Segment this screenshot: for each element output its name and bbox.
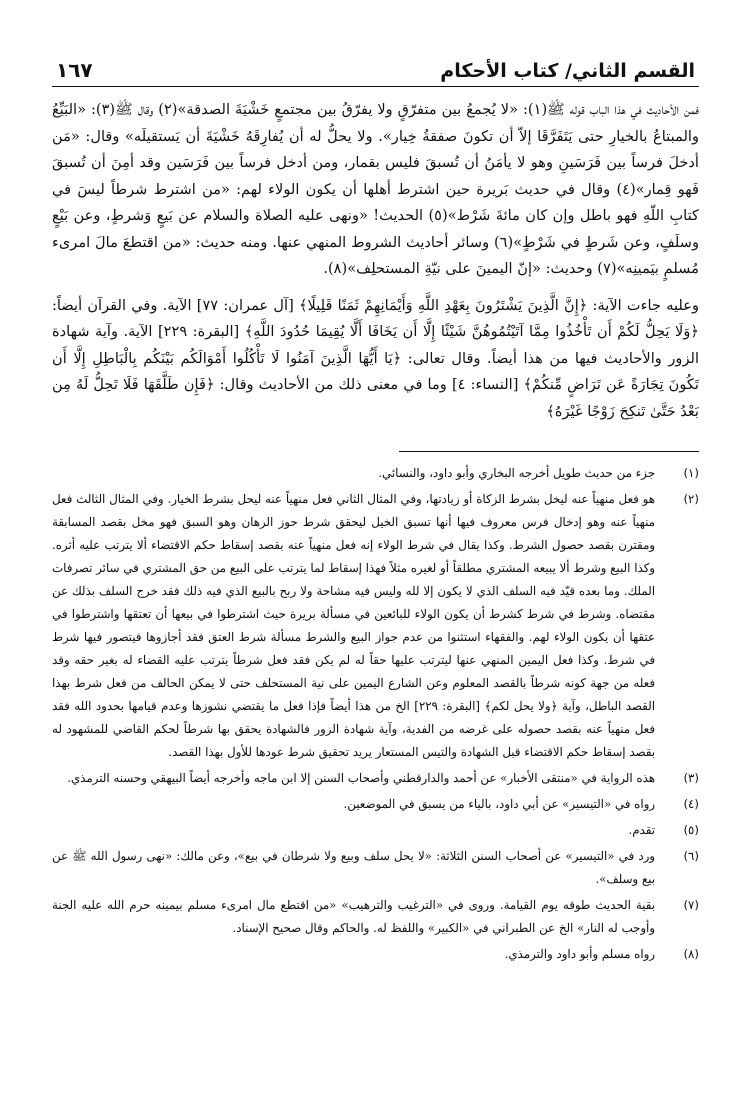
footnote	[52, 767, 699, 790]
footnote-text: رواه في «التيسير» عن أبي داود، بالياء من يسبق في الموضعين.	[343, 797, 655, 811]
footnote	[52, 943, 699, 966]
footnote	[52, 894, 699, 940]
main-text	[52, 97, 699, 425]
footnote-number: (٥)	[683, 823, 699, 837]
footnote	[52, 462, 699, 485]
footnote	[52, 488, 699, 764]
footnote	[52, 845, 699, 891]
footnote-number: (٤)	[683, 797, 699, 811]
page-number: ١٦٧	[56, 58, 93, 82]
footnote-number: (٨)	[683, 947, 699, 961]
footnotes	[52, 462, 699, 966]
footnote	[52, 793, 699, 816]
footnote-number: (١)	[683, 466, 699, 480]
footnote-separator	[399, 451, 699, 452]
chapter-title: القسم الثاني/ كتاب الأحكام	[440, 60, 695, 82]
body-paragraph: وعليه جاءت الآية: ﴿إِنَّ الَّذِينَ يَشْتَرُونَ بِعَهْدِ اللَّهِ وَأَيْمَانِهِمْ ثَمَنًا قَلِيلًا﴾ [آل عمران: ٧٧] الآية. وفي القرآن أيضاً: ﴿وَلَا يَحِلُّ لَكُمْ أَن تَأْخُذُوا مِمَّا آتَيْتُمُوهُنَّ شَيْئًا إِلَّا أَن يَخَافَا أَلَّا يُقِيمَا حُدُودَ اللَّهِ﴾ [البقرة: ٢٢٩] الآية. وآية شهادة الزور والأحاديث فيها من هذا أيضاً. وقال تعالى: ﴿يَا أَيُّهَا الَّذِينَ آمَنُوا لَا تَأْكُلُوا أَمْوَالَكُم بَيْنَكُم بِالْبَاطِلِ إِلَّا أَن تَكُونَ تِجَارَةً عَن تَرَاضٍ مِّنكُمْ﴾ [النساء: ٤] وما في معنى ذلك من الأحاديث وقال: ﴿فَإِن طَلَّقَهَا فَلَا تَحِلُّ لَهُ مِن بَعْدُ حَتَّىٰ تَنكِحَ زَوْجًا غَيْرَهُ﴾	[52, 296, 700, 420]
footnote-text: رواه مسلم وأبو داود والترمذي.	[504, 947, 655, 961]
footnote-text: هو فعل منهياً عنه ليخل بشرط الزكاة أو زيادتها، وفي المثال الثاني فعل منهياً عنه ليحل بشرط الخيار. وفي المثال الثالث فعل منهياً عنه وهو إدخال فرس معروف فيها أنها تسبق الخيل ليحقق شرط حوز الرهان وهو السبق فهو مخل بقصد المسابقة ومقترن بقصد حصول الشرط. وكذا يقال في شرط الولاء إنه فعل منهياً عنه بقصد إسقاط حكم الاقتضاء ألا يترتب عليه أثره. وكذا البيع وشرط ألا يبيعه المشتري مطلقاً أو لغيره مثلاً فهذا إسقاط لما يترتب على البيع من حق المشتري في سائر تصرفات الملك. وما بعده قيّد فيه السلف الذي لا يكون إلا لله وليس فيه مشاحة ولا ربح بالبيع الذي فيه ذلك فقد خرج السلف بذلك عن مقتضاه. وشرط في شرط كشرط أن يكون الولاء للبائعين في مسألة بريرة حيث اشترطوا في بيعها أن تعتقها واشترطوا في عتقها أن يكون الولاء لهم. والفقهاء استثنوا من عدم جواز البيع والشرط مسألة شرط العتق فقد أجازوها فيتصور فيها شرط في شرط. وكذا فعل اليمين المنهي عنها ليترتب عليها حقاً له لم يكن فقد فعل شرطاً يترتب عليه القضاء له بغير حقه وقد فعله من جهة كونه شرطاً بالقصد المعلوم وعن الشارع اليمين على نية المستحلف حتى لا يمكن الحالف من فعل شرط بهذا القصد الباطل، وآية ﴿ولا يحل لكم﴾ [البقرة: ٢٢٩] الخ من هذا أيضاً فإذا فعل ما يقتضي نشوزها وعدم قيامها بحدود الله فقد فعل منهياً عنه بقصد حصوله على غرضه من الفدية، وآية شهادة الزور فالشهادة يحقق بها شرطاً لحكم القاضي للمشهود له بقصد إسقاط حكم الاقتضاء قبل الشهادة والتيس المستعار يريد تحقيق شرط عودها للأول بهذا القصد.	[52, 492, 655, 759]
footnote-text: بقية الحديث طوقه يوم القيامة. وروى في «الترغيب والترهيب» «من اقتطع مال امرىء مسلم بيمينه حرم الله عليه الجنة وأوجب له النار» الخ عن الطبراني في «الكبير» واللفظ له. والحاكم وقال صحيح الإسناد.	[52, 898, 655, 935]
body-paragraph: فمن الأحاديث في هذا الباب قوله ﷺ(١): «لا يُجمعُ بين متفرّقٍ ولا يفرّقُ بين مجتمعٍ خَشْيَةَ الصدقة»(٢) وقال ﷺ(٣): «البَيِّعُ والمبتاعُ بالخيارِ حتى يَتَفَرَّقَا إلاّ أن تكونَ صفقةُ خِيار». ولا يحلُّ له أن يُفارِقَهُ خَشْيَةَ أن يَستقيلَه» وقال: «مَن أدخلَ فرساً بين فَرَسَينِ وهو لا يأمَنُ أن تُسبقَ فليس بقمار، ومن أدخل فرساً بين فَرَسَين وقد أمِنَ أن تُسبقَ فَهو قِمار»(٤) وقال في حديث بَريرة حين اشترط أهلها أن يكون الولاء لهم: «من اشترط شرطاً ليسَ في كتابِ اللّهِ فهو باطل وإن كان مائةَ شَرْط»(٥) الحديث! «ونهى عليه الصلاة والسلام عن بَيعٍ وَشرطٍ، وعن بَيْعٍ وسلَفٍ، وعن شَرطٍ في شَرْطٍ»(٦) وسائر أحاديث الشروط المنهي عنها. ومنه حديث: «من اقتطعَ مالَ امرىء مُسلمٍ بيَمينِه»(٧) وحديث: «إنّ اليمينَ على نيّةِ المستحلِف»(٨).	[52, 101, 700, 277]
footnote-number: (٧)	[683, 898, 699, 912]
footnote	[52, 819, 699, 842]
footnote-number: (٢)	[683, 492, 699, 506]
footnote-text: هذه الرواية في «منتقى الأخبار» عن أحمد والدارقطني وأصحاب السنن إلا ابن ماجه وأخرجه أيضاً البيهقي وحسنه الترمذي.	[67, 771, 655, 785]
running-header	[52, 58, 699, 87]
footnote-number: (٣)	[683, 771, 699, 785]
footnote-text: جزء من حديث طويل أخرجه البخاري وأبو داود، والنسائي.	[378, 466, 655, 480]
footnote-number: (٦)	[683, 849, 699, 863]
footnote-text: تقدم.	[628, 823, 655, 837]
footnote-text: ورد في «التيسير» عن أصحاب السنن الثلاثة: «لا يحل سلف وبيع ولا شرطان في بيع»، وعن مالك: «نهى رسول الله ﷺ عن بيع وسلف».	[52, 849, 655, 886]
